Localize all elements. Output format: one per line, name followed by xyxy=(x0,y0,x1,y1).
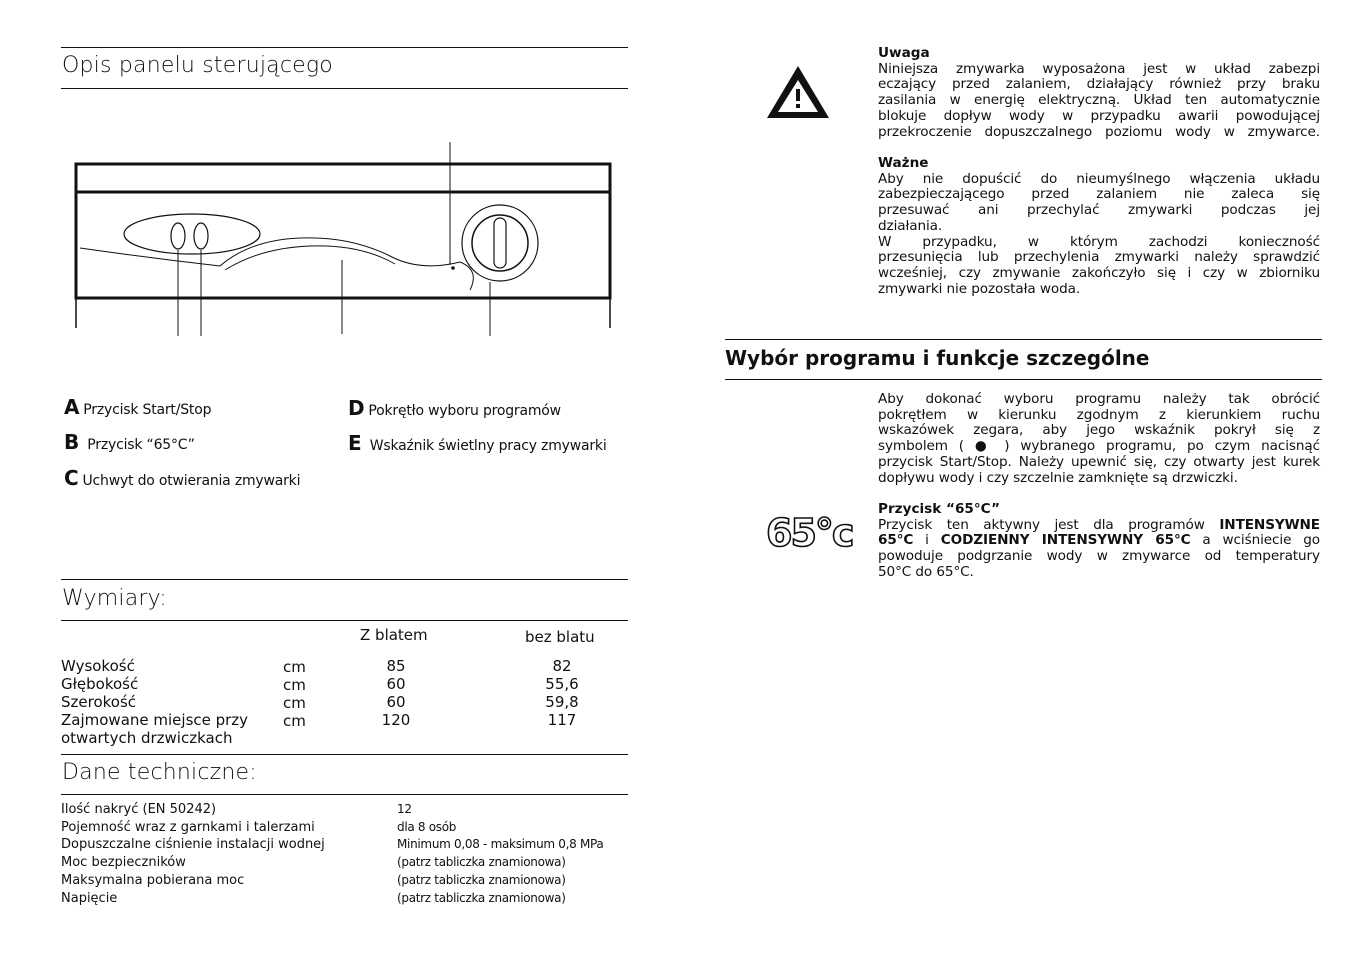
program-knob-inner xyxy=(472,215,528,271)
button65-line-1 xyxy=(878,518,1320,534)
program-line: wskazówek zegara, aby jego wskaźnik pokrył się z xyxy=(878,422,1320,439)
section-rule-top xyxy=(61,47,628,48)
program-name-intensive: INTENSYWNE xyxy=(1219,516,1320,533)
technical-labels xyxy=(61,801,325,907)
button65-title: Przycisk “65°C” xyxy=(878,501,1001,517)
technical-label: Ilość nakryć (EN 50242) xyxy=(61,802,217,817)
technical-rule xyxy=(61,794,628,795)
dimension-label: Głębokość xyxy=(61,675,139,693)
dimension-value: 117 xyxy=(547,711,577,729)
button65-text: a wciśniecie go xyxy=(1190,532,1320,549)
button65-line: 50°C do 65°C. xyxy=(878,563,974,580)
program-rule xyxy=(725,379,1322,380)
technical-value: dla 8 osób xyxy=(397,819,457,834)
technical-value: (patrz tabliczka znamionowa) xyxy=(397,872,566,887)
technical-value: (patrz tabliczka znamionowa) xyxy=(397,890,566,905)
button65-line-2 xyxy=(878,533,1320,549)
section-rule xyxy=(61,88,628,89)
legend-text: Wskaźnik świetlny pracy zmywarki xyxy=(365,438,607,454)
important-line: zabezpieczającego przed zalaniem nie zaleca się xyxy=(878,186,1320,203)
dimensions-title: Wymiary: xyxy=(62,586,167,611)
dimension-unit: cm xyxy=(283,712,306,730)
important-block xyxy=(878,156,1320,297)
legend-item-e xyxy=(348,431,607,455)
start-stop-button xyxy=(171,223,185,249)
program-rule-top xyxy=(725,339,1322,340)
dimension-value: 85 xyxy=(386,657,406,675)
legend-item-b xyxy=(64,430,195,454)
legend-item-d xyxy=(348,396,561,420)
warning-block xyxy=(878,46,1320,140)
important-line: działania. xyxy=(878,217,943,234)
important-line: Aby nie dopuścić do nieumyślnego włączenia układu xyxy=(878,170,1320,187)
technical-label: Pojemność wraz z garnkami i talerzami xyxy=(61,819,315,835)
technical-title: Dane techniczne: xyxy=(62,760,257,785)
technical-label: Dopuszczalne ciśnienie instalacji wodnej xyxy=(61,837,325,853)
legend-letter: A xyxy=(64,395,80,419)
legend-letter: D xyxy=(348,396,365,420)
important-line: przesuwać ani przechylać zmywarki podczas jej xyxy=(878,202,1320,219)
program-temp: 65°C xyxy=(878,532,914,549)
dimension-label: otwartych drzwiczkach xyxy=(61,729,233,747)
warning-line: zasilania w energię elektryczną. Układ ten automatycznie xyxy=(878,92,1320,109)
dimension-value: 120 xyxy=(381,711,411,729)
important-line: zmywarki nie pozostała woda. xyxy=(878,280,1081,297)
dimension-value: 59,8 xyxy=(545,693,579,711)
panel-section-title: Opis panelu sterującego xyxy=(62,53,333,78)
program-line: przycisk Start/Stop. Należy upewnić się, czy otwarty jest kurek xyxy=(878,453,1320,470)
technical-rule-top xyxy=(61,754,628,755)
important-title: Ważne xyxy=(878,155,929,171)
dimension-unit: cm xyxy=(283,658,306,676)
button65-line: powoduje podgrzanie wody w zmywarce od temperatury xyxy=(878,548,1320,565)
program-line: dopływu wody i czy szczelnie zamknięte są drzwiczki. xyxy=(878,469,1238,486)
program-line: Aby dokonać wyboru programu należy tak obrócić xyxy=(878,391,1320,407)
important-line: W przypadku, w którym zachodzi konieczność xyxy=(878,233,1320,250)
dimensions-row-labels xyxy=(61,657,248,747)
dimension-label: Zajmowane miejsce przy xyxy=(61,711,249,729)
button65-text: Przycisk ten aktywny jest dla programów xyxy=(878,516,1220,533)
warning-line: przekroczenie dopuszczalnego poziomu wody w zmywarce. xyxy=(878,123,1320,140)
warning-triangle-icon xyxy=(764,63,832,121)
warning-title: Uwaga xyxy=(878,45,930,61)
warning-line: blokuje dopływ wody w przypadku awarii powodującej xyxy=(878,107,1320,124)
program-section-title: Wybór programu i funkcje szczególne xyxy=(725,346,1150,370)
dimension-value: 82 xyxy=(552,657,572,675)
technical-value: Minimum 0,08 - maksimum 0,8 MPa xyxy=(397,837,604,852)
indicator-light xyxy=(451,266,455,270)
technical-label: Napięcie xyxy=(61,890,118,906)
button65-block xyxy=(878,502,1320,581)
dimensions-rule-top xyxy=(61,579,628,580)
dimensions-units xyxy=(283,658,306,730)
legend-letter: B xyxy=(64,430,80,454)
dimension-value: 60 xyxy=(386,693,406,711)
legend-text: Pokrętło wyboru programów xyxy=(368,403,561,419)
dimension-unit: cm xyxy=(283,676,306,694)
dimensions-rule xyxy=(61,620,628,621)
program-name-daily: CODZIENNY INTENSYWNY 65°C xyxy=(940,532,1191,549)
dimension-value: 55,6 xyxy=(545,675,579,693)
65c-icon-label: 65°c xyxy=(766,511,853,555)
dimension-unit: cm xyxy=(283,694,306,712)
important-line: wcześniej, czy zmywanie zakończyło się i czy w zbiorniku xyxy=(878,264,1320,281)
program-paragraph xyxy=(878,392,1320,486)
program-knob-outer xyxy=(462,205,538,281)
program-line: pokrętłem w kierunku zgodnym z kierunkiem ruchu xyxy=(878,406,1320,423)
65c-button xyxy=(194,223,208,249)
dimension-value: 60 xyxy=(386,675,406,693)
legend-item-c xyxy=(64,466,300,490)
technical-value: (patrz tabliczka znamionowa) xyxy=(397,855,566,870)
legend-text: Przycisk “65°C” xyxy=(83,437,195,453)
dimensions-header-without-top: bez blatu xyxy=(525,628,595,646)
technical-label: Maksymalna pobierana moc xyxy=(61,872,245,888)
control-panel-diagram xyxy=(60,140,630,340)
technical-values xyxy=(397,801,603,907)
legend-letter: C xyxy=(64,466,79,490)
warning-line: eczający przed zalaniem, działający również przy braku xyxy=(878,76,1320,93)
program-line: symbolem ( ● ) wybranego programu, po czym nacisnąć xyxy=(878,438,1320,455)
dimensions-header-with-top: Z blatem xyxy=(360,626,428,644)
button65-text: i xyxy=(913,532,941,549)
warning-line: Niniejsza zmywarka wyposażona jest w układ zabezpi xyxy=(878,60,1320,77)
button-panel-oval xyxy=(124,214,260,254)
technical-value: 12 xyxy=(397,802,412,816)
dimensions-with-top-values xyxy=(366,657,426,729)
dimension-label: Szerokość xyxy=(61,693,137,711)
important-line: przesunięcia lub przechylenia zmywarki należy sprawdzić xyxy=(878,249,1320,266)
dimensions-without-top-values xyxy=(532,657,592,729)
legend-item-a xyxy=(64,395,211,419)
technical-label: Moc bezpieczników xyxy=(61,855,186,871)
legend-text: Przycisk Start/Stop xyxy=(83,402,212,418)
65c-icon xyxy=(764,510,853,555)
legend-text: Uchwyt do otwierania zmywarki xyxy=(82,473,301,489)
legend-letter: E xyxy=(348,431,362,455)
program-knob-grip xyxy=(494,218,506,268)
dimension-label: Wysokość xyxy=(61,657,135,675)
